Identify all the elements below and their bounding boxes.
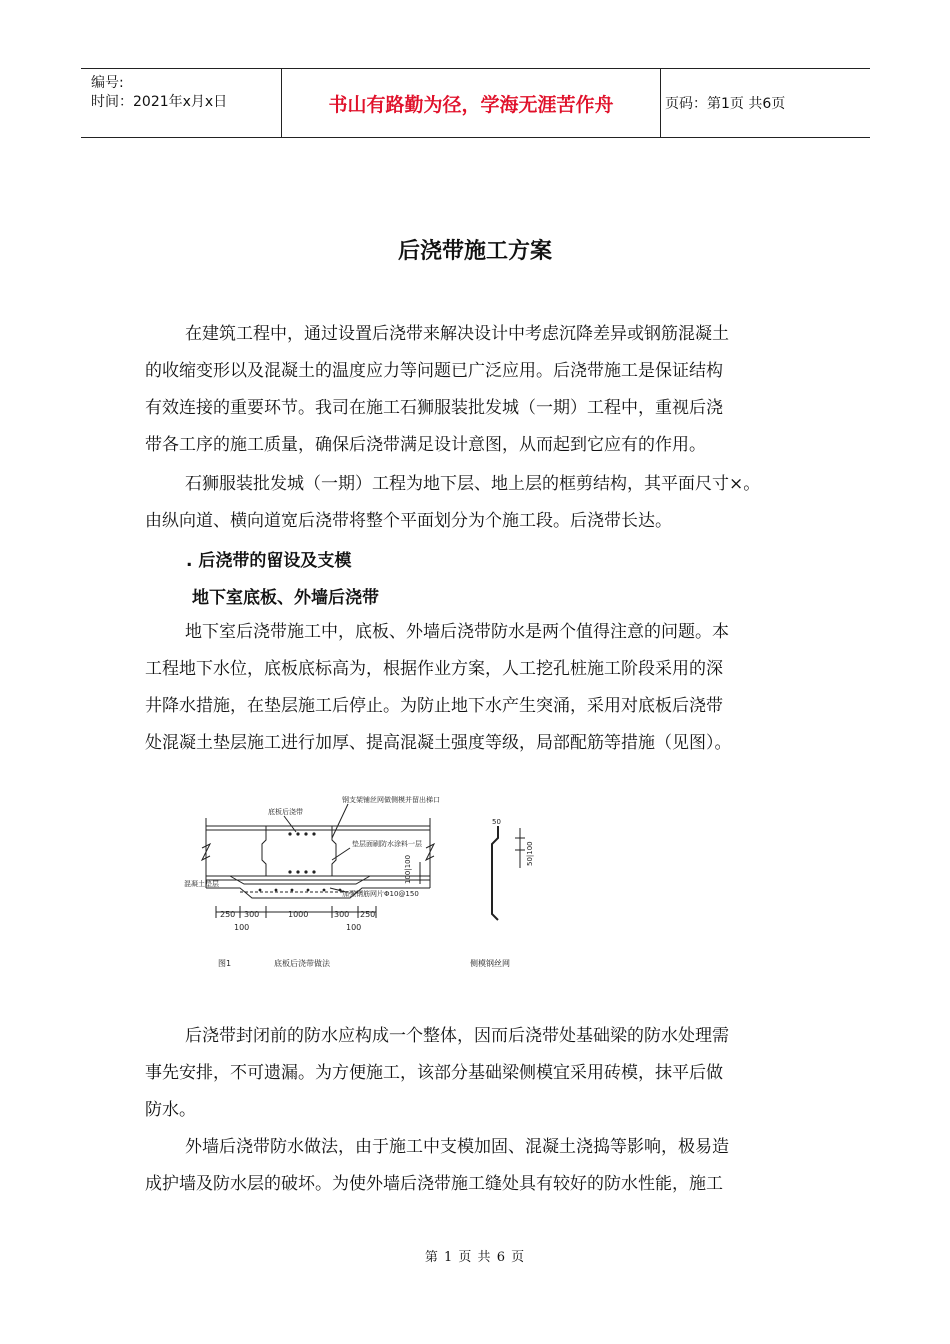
page-title: 后浇带施工方案 [397,239,552,264]
text-line: 有效连接的重要环节。我司在施工石狮服装批发城（一期）工程中，重视后浇 [145,398,723,418]
text-line: 石狮服装批发城（一期）工程为地下层、地上层的框剪结构，其平面尺寸×。 [185,474,761,494]
text-line: 处混凝土垫层施工进行加厚、提高混凝土强度等级，局部配筋等措施（见图）。 [145,733,732,753]
text-line: 的收缩变形以及混凝土的温度应力等问题已广泛应用。后浇带施工是保证结构 [145,361,723,381]
paragraph-exterior-wall [145,1129,825,1203]
text-line: 外墙后浇带防水做法，由于施工中支模加固、混凝土浇捣等影响，极易造 [185,1137,729,1157]
text-line: 井降水措施，在垫层施工后停止。为防止地下水产生突涌，采用对底板后浇带 [145,696,723,716]
text-line: 后浇带封闭前的防水应构成一个整体，因而后浇带处基础梁的防水处理需 [185,1026,729,1046]
section-heading: . 后浇带的留设及支模 [186,551,352,571]
label-rebar-mesh: 加强钢筋网片Φ10@150 [342,890,419,898]
subsection-heading: 地下室底板、外墙后浇带 [192,588,379,608]
text-line: 由纵向道、横向道宽后浇带将整个平面划分为个施工段。后浇带长达。 [145,511,672,531]
construction-figure [180,788,540,978]
time-label: 时间：2021年x月x日 [91,94,228,110]
number-label: 编号: [91,75,124,91]
dim-1000: 1000 [288,910,309,919]
side-dim-top: 50 [492,818,501,826]
label-cushion: 混凝土垫层 [184,880,219,888]
label-pour-strip: 底板后浇带 [268,808,303,816]
figure-number: 图1 [218,959,232,968]
header-meta-cell [81,69,282,137]
text-line: 防水。 [145,1100,196,1120]
text-line: 在建筑工程中，通过设置后浇带来解决设计中考虑沉降差异或钢筋混凝土 [185,324,729,344]
dim-300-left: 300 [244,910,260,919]
dim-100-right: 100 [346,923,362,932]
dim-300-right: 300 [334,910,350,919]
label-waterproof: 垫层面刷防水涂料一层 [352,840,422,848]
paragraph-closure [145,1018,825,1129]
dim-vertical: 100|100 [404,854,412,884]
text-line: 事先安排，不可遗漏。为方便施工，该部分基础梁侧模宜采用砖模，抹平后做 [145,1063,723,1083]
label-mesh-formwork: 钢支架铺丝网做侧模并留出梯口 [342,796,440,804]
paragraph-intro [145,316,825,464]
document-header [81,68,870,138]
dim-250-left: 250 [220,910,236,919]
dim-100-left: 100 [234,923,250,932]
caption-left: 底板后浇带做法 [274,959,330,968]
page-code: 页码：第1页 共6页 [665,96,786,112]
text-line: 带各工序的施工质量，确保后浇带满足设计意图，从而起到它应有的作用。 [145,435,706,455]
header-motto: 书山有路勤为径，学海无涯苦作舟 [282,69,661,137]
side-dim-right: 50|100 [526,841,534,866]
page-footer: 第 1 页 共 6 页 [424,1250,526,1265]
paragraph-project [145,466,825,540]
paragraph-basement [145,614,825,762]
caption-right: 侧模钢丝网 [470,959,510,968]
dim-250-right: 250 [360,910,376,919]
text-line: 地下室后浇带施工中，底板、外墙后浇带防水是两个值得注意的问题。本 [185,622,729,642]
text-line: 成护墙及防水层的破坏。为使外墙后浇带施工缝处具有较好的防水性能，施工 [145,1174,723,1194]
text-line: 工程地下水位，底板底标高为，根据作业方案，人工挖孔桩施工阶段采用的深 [145,659,723,679]
